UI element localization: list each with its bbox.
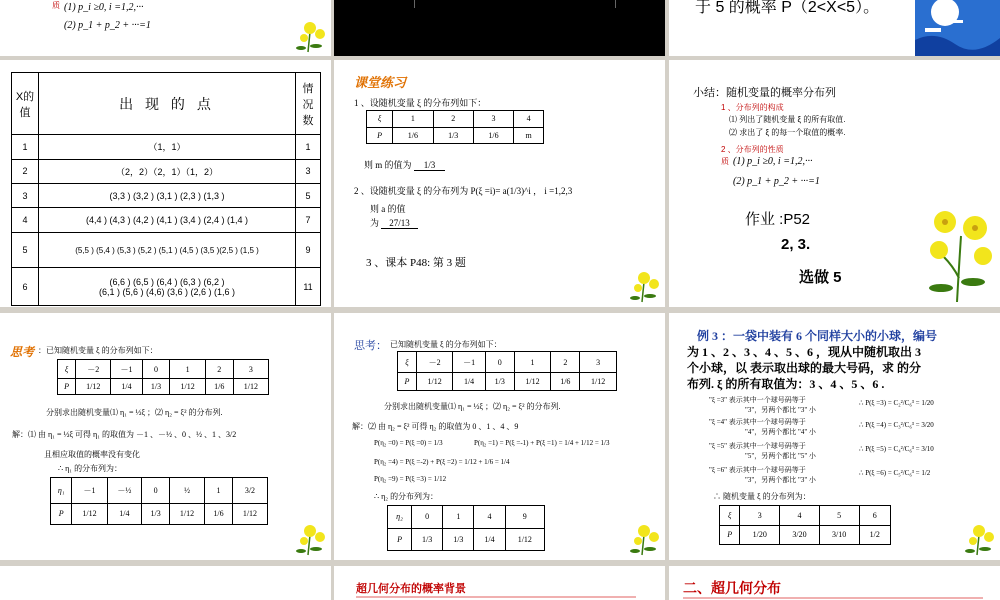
cell: －1 (453, 352, 485, 373)
cell: 3 (473, 111, 513, 128)
slide-text: "3"，另两个都比 "3" 小 (745, 406, 816, 414)
slide-text: 布列. ξ 的所有取值为：3 、4 、5 、6 . (687, 377, 885, 391)
cell: －1 (72, 478, 107, 504)
slide-title: 二、超几何分布 (683, 580, 781, 596)
cell: 0 (412, 506, 443, 529)
slide-text: 解：⑴ 由 η₁ = ½ξ 可得 η₁ 的取值为 －1 、－½ 、0 、½ 、1 、3/2 (12, 430, 237, 439)
cell: （1，1） (39, 135, 296, 159)
cell: 7 (296, 208, 321, 232)
cell: η₂ (388, 506, 412, 529)
slide-text: 已知随机变量 ξ 的分布列如下： (390, 340, 502, 349)
flower-image (296, 18, 330, 54)
slide-text: ∴ 随机变量 ξ 的分布列为： (713, 492, 811, 501)
cell: 1/2 (859, 525, 890, 545)
cell: 5 (819, 506, 859, 526)
slide-text: ∴ η₁ 的分布列为： (58, 464, 123, 473)
cell: 1/6 (551, 373, 580, 391)
cell: 1/6 (205, 379, 233, 395)
cell: ξ (58, 360, 76, 379)
slide-text: 1 、分布列的构成 (721, 103, 784, 112)
slide-text (364, 158, 445, 171)
cell-line: (6,6 ) (6,5 ) (6,4 ) (6,3 ) (6,2 ) (109, 276, 225, 287)
answer-prefix: 则 m 的值为 (364, 160, 412, 170)
slide-text: "4"，另两个都比 "4" 小 (745, 428, 816, 436)
slide-text: ⑴ 列出了随机变量 ξ 的所有取值. (729, 115, 846, 124)
cell: 1/3 (443, 528, 474, 551)
cell: 3/2 (232, 478, 267, 504)
slide-text: P(η₂ =4) = P(ξ =-2) + P(ξ =2) = 1/12 + 1/6 = 1/4 (374, 458, 510, 466)
cell: ½ (169, 478, 204, 504)
cell: ξ (367, 111, 393, 128)
distribution-table (366, 110, 544, 144)
distribution-table (719, 505, 891, 545)
cell: 1/6 (473, 127, 513, 144)
title-underline (683, 597, 983, 599)
cell: P (398, 373, 417, 391)
cell: 5 (12, 232, 39, 268)
slide-label: 质 (721, 157, 729, 166)
cell: 1/3 (412, 528, 443, 551)
slide-text: 2, 3. (781, 236, 811, 253)
slide-thumb-think1[interactable] (0, 313, 331, 560)
cell: P (720, 525, 740, 545)
cell: 1/12 (233, 379, 268, 395)
slide-thumb-example3[interactable] (669, 313, 1000, 560)
slide-text: 3 、课本 P48: 第 3 题 (366, 257, 466, 269)
cell: 9 (296, 232, 321, 268)
cell: P (58, 379, 76, 395)
cell: 1/4 (111, 379, 142, 395)
slide-text: P(η₂ =0) = P(ξ =0) = 1/3 (374, 439, 443, 447)
cell: 1/3 (485, 373, 514, 391)
slide-text (370, 216, 418, 229)
slide-title: 课堂练习 (354, 75, 407, 90)
cell: 1/3 (142, 503, 170, 524)
distribution-table (50, 477, 268, 525)
flower-image (965, 521, 999, 557)
col-header: 出 现 的 点 (39, 73, 296, 135)
cell: 1/4 (107, 503, 142, 524)
slide-thumb-r0c1[interactable] (0, 0, 331, 56)
cell: 1/12 (580, 373, 617, 391)
slide-text: "ξ =3" 表示其中一个球号码等于 (709, 396, 806, 404)
cell: 1 (443, 506, 474, 529)
flower-image (630, 268, 664, 304)
cell: 1 (12, 135, 39, 159)
cell: 3/10 (819, 525, 859, 545)
slide-text: ∴ η₂ 的分布列为： (374, 492, 439, 501)
cell: 0 (485, 352, 514, 373)
cell: 3 (580, 352, 617, 373)
cell: 11 (296, 268, 321, 306)
cell: 1/12 (76, 379, 111, 395)
cell: －2 (416, 352, 453, 373)
flower-image (923, 206, 999, 304)
cell: －1 (111, 360, 142, 379)
col-header: X的值 (12, 73, 39, 135)
slide-text: 解：⑵ 由 η₂ = ξ² 可得 η₂ 的取值为 0 、1 、4 、9 (352, 422, 519, 431)
outcomes-table (11, 72, 321, 306)
answer-value: 27/13 (381, 218, 418, 229)
distribution-table (387, 505, 545, 551)
cell: ξ (720, 506, 740, 526)
cell: 2 (12, 159, 39, 183)
cell: 4 (514, 111, 544, 128)
flower-image (630, 521, 664, 557)
slide-text: ∴ P(ξ =3) = C₂²/C₆³ = 1/20 (859, 399, 934, 407)
cell: －½ (107, 478, 142, 504)
cell (39, 268, 296, 306)
distribution-table (397, 351, 617, 391)
col-header: 情况数 (296, 73, 321, 135)
answer-value: 1/3 (414, 160, 446, 171)
cell: (4,4 ) (4,3 ) (4,2 ) (4,1 ) (3,4 ) (2,4 ) (1,4 ) (39, 208, 296, 232)
slide-thumb-r3c3[interactable] (669, 566, 1000, 600)
cell: 5 (296, 183, 321, 207)
slide-text: (2) p_1 + p_2 + ···=1 (64, 20, 151, 31)
cell: 0 (142, 478, 170, 504)
slide-title: 思考 (10, 345, 35, 359)
flower-image (296, 521, 330, 557)
slide-thumb-table[interactable] (0, 60, 331, 307)
slide-text: 选做 5 (799, 269, 842, 286)
slide-thumb-think2[interactable] (334, 313, 665, 560)
slide-text: "5"，另两个都比 "5" 小 (745, 452, 816, 460)
slide-thumb-exercise[interactable] (334, 60, 665, 307)
cell: 1 (296, 135, 321, 159)
cell: m (514, 127, 544, 144)
slide-thumb-r0c3[interactable] (669, 0, 1000, 56)
cell: 4 (780, 506, 820, 526)
slide-text: (1) p_i ≥0, i =1,2,··· (733, 156, 813, 167)
slide-title: 小结：随机变量的概率分布列 (693, 87, 836, 99)
answer-prefix: 为 (370, 218, 380, 228)
slide-title: 超几何分布的概率背景 (356, 583, 466, 595)
slide-text: 作业 :P52 (745, 211, 811, 228)
cell: 1/4 (474, 528, 505, 551)
cell: 3/20 (780, 525, 820, 545)
slide-text: 个小球，以 表示取出球的最大号码，求 的分 (687, 361, 922, 375)
distribution-table (57, 359, 269, 395)
slide-text: 2 、设随机变量 ξ 的分布列为 P(ξ =i)= a(1/3)^i ， i =1,2,3 (354, 186, 573, 196)
cell: 1/12 (170, 379, 205, 395)
slide-text: 分别求出随机变量⑴ η₁ = ½ξ ；⑵ η₂ = ξ² 的分布列. (46, 408, 223, 417)
slide-title: 思考： (354, 340, 387, 352)
cell: 1 (393, 111, 433, 128)
cell: 6 (859, 506, 890, 526)
title-underline (356, 596, 636, 598)
slide-text: 为 1 、2 、3 、4 、5 、6 ，现从中随机取出 3 (687, 345, 922, 359)
slide-text: ∴ P(ξ =5) = C₄²/C₆³ = 3/10 (859, 445, 934, 453)
slide-text: "3"，另两个都比 "3" 小 (745, 476, 816, 484)
cell: 2 (205, 360, 233, 379)
slide-text: "ξ =5" 表示其中一个球号码等于 (709, 442, 806, 450)
slide-text: 且相应取值的概率没有变化 (44, 450, 140, 459)
cell: 1/12 (514, 373, 551, 391)
slide-text: 质 (52, 1, 60, 10)
slide-text: "ξ =4" 表示其中一个球号码等于 (709, 418, 806, 426)
cell: (5,5 ) (5,4 ) (5,3 ) (5,2 ) (5,1 ) (4,5 ) (3,5 )(2,5 ) (1,5 ) (39, 232, 296, 268)
cell: 1/12 (169, 503, 204, 524)
slide-thumb-r0c2[interactable] (334, 0, 665, 56)
cell: 1 (514, 352, 551, 373)
slide-text: (2) p_1 + p_2 + ···=1 (733, 176, 820, 187)
cell: 1/3 (433, 127, 473, 144)
slide-text: ∴ P(ξ =6) = C₅²/C₆³ = 1/2 (859, 469, 931, 477)
cell: 2 (551, 352, 580, 373)
slide-text: P(η₂ =9) = P(ξ =3) = 1/12 (374, 475, 447, 483)
moon-deco-image (915, 0, 1000, 56)
cell: 3 (296, 159, 321, 183)
slide-text: ：已知随机变量 ξ 的分布列如下： (38, 346, 158, 355)
slide-text: "ξ =6" 表示其中一个球号码等于 (709, 466, 806, 474)
slide-text: 于 5 的概率 P（2<X<5）。 (695, 0, 880, 16)
slide-text: 则 a 的值 (370, 204, 406, 214)
cell: 6 (12, 268, 39, 306)
cell: 1 (170, 360, 205, 379)
cell-line: (6,1 ) (5,6 ) (4,6) (3,6 ) (2,6 ) (1,6 ) (98, 286, 236, 297)
cell: （2，2）（2，1）（1，2） (39, 159, 296, 183)
slide-text: (1) p_i ≥0, i =1,2,··· (64, 2, 144, 13)
cell: 1/6 (205, 503, 233, 524)
cell: 1/12 (232, 503, 267, 524)
cell: 1/12 (72, 503, 107, 524)
cell: (3,3 ) (3,2 ) (3,1 ) (2,3 ) (1,3 ) (39, 183, 296, 207)
slide-text: 2 、分布列的性质 (721, 145, 784, 154)
cell: P (367, 127, 393, 144)
cell: 1/20 (740, 525, 780, 545)
cell: 4 (12, 208, 39, 232)
cell: 9 (505, 506, 544, 529)
cell: 1/3 (142, 379, 170, 395)
slide-text: ∴ P(ξ =4) = C₃²/C₆³ = 3/20 (859, 421, 934, 429)
cell: 1/12 (416, 373, 453, 391)
slide-text: ⑵ 求出了 ξ 的每一个取值的概率. (729, 128, 846, 137)
black-table-lines (414, 0, 616, 8)
cell: 2 (433, 111, 473, 128)
cell: 1 (205, 478, 233, 504)
slide-thumb-r3c2[interactable] (334, 566, 665, 600)
slide-text: 例 3 ：一袋中装有 6 个同样大小的小球，编号 (697, 329, 938, 343)
slide-text: 分别求出随机变量⑴ η₁ = ½ξ ；⑵ η₂ = ξ² 的分布列. (384, 402, 561, 411)
cell: η₁ (51, 478, 72, 504)
slide-thumb-r3c1[interactable] (0, 566, 331, 600)
cell: 0 (142, 360, 170, 379)
cell: P (388, 528, 412, 551)
cell: 1/6 (393, 127, 433, 144)
cell: 3 (740, 506, 780, 526)
cell: 3 (233, 360, 268, 379)
cell: 4 (474, 506, 505, 529)
cell: －2 (76, 360, 111, 379)
cell: ξ (398, 352, 417, 373)
cell: 1/4 (453, 373, 485, 391)
cell: 3 (12, 183, 39, 207)
cell: P (51, 503, 72, 524)
slide-text: P(η₂ =1) = P(ξ =-1) + P(ξ =1) = 1/4 + 1/12 = 1/3 (474, 439, 610, 447)
slide-thumb-summary[interactable] (669, 60, 1000, 307)
cell: 1/12 (505, 528, 544, 551)
slide-text: 1 、设随机变量 ξ 的分布列如下： (354, 98, 487, 108)
